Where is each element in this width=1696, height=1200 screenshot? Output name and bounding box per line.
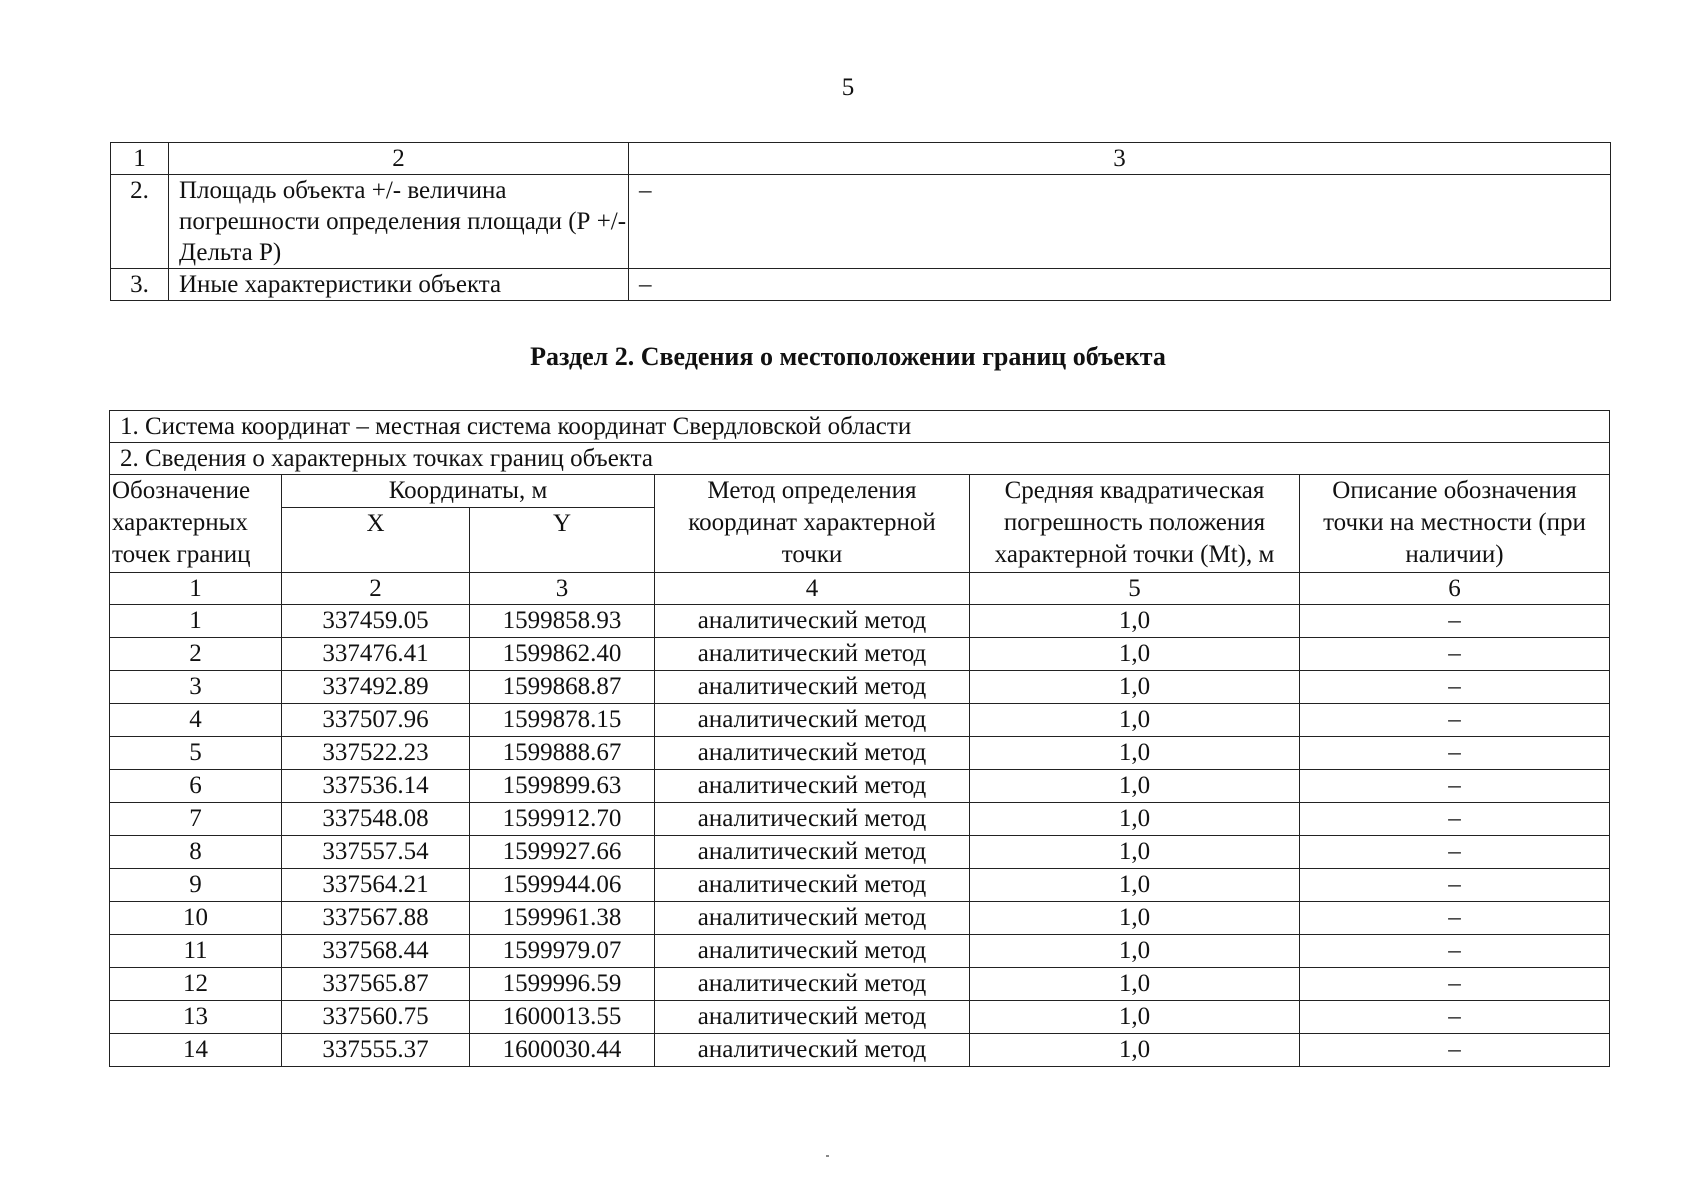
- coordinate-x: 337459.05: [282, 605, 470, 638]
- header-description: Описание обозначения точки на местности (при наличии): [1300, 475, 1610, 573]
- point-description: –: [1300, 1001, 1610, 1034]
- coordinate-x: 337555.37: [282, 1034, 470, 1067]
- table-row: [110, 770, 1610, 803]
- method: аналитический метод: [655, 902, 970, 935]
- table-row: [111, 269, 1611, 301]
- coordinate-y: 1599858.93: [470, 605, 655, 638]
- table-row: [111, 175, 1611, 269]
- coordinate-system-row: [110, 411, 1610, 443]
- points-info-text: 2. Сведения о характерных точках границ объекта: [110, 443, 1610, 475]
- point-description: –: [1300, 935, 1610, 968]
- column-number: 1: [111, 143, 169, 175]
- row-value: –: [629, 269, 1611, 301]
- coordinate-x: 337564.21: [282, 869, 470, 902]
- method: аналитический метод: [655, 638, 970, 671]
- point-number: 6: [110, 770, 282, 803]
- coordinate-x: 337522.23: [282, 737, 470, 770]
- row-label: Иные характеристики объекта: [169, 269, 629, 301]
- coordinate-y: 1599996.59: [470, 968, 655, 1001]
- point-description: –: [1300, 770, 1610, 803]
- table-row: [110, 1001, 1610, 1034]
- column-number: 5: [970, 573, 1300, 605]
- header-y: Y: [470, 508, 655, 573]
- point-number: 5: [110, 737, 282, 770]
- point-number: 7: [110, 803, 282, 836]
- coordinate-x: 337507.96: [282, 704, 470, 737]
- point-number: 14: [110, 1034, 282, 1067]
- coordinate-x: 337568.44: [282, 935, 470, 968]
- table-row: [110, 638, 1610, 671]
- header-error: Средняя квадратическая погрешность положения характерной точки (Mt), м: [970, 475, 1300, 573]
- mean-square-error: 1,0: [970, 704, 1300, 737]
- object-characteristics-table: [110, 142, 1611, 301]
- column-number: 4: [655, 573, 970, 605]
- column-number: 3: [629, 143, 1611, 175]
- coordinate-y: 1599944.06: [470, 869, 655, 902]
- coordinate-y: 1599912.70: [470, 803, 655, 836]
- coordinate-y: 1599979.07: [470, 935, 655, 968]
- point-number: 3: [110, 671, 282, 704]
- table-row: [110, 836, 1610, 869]
- point-description: –: [1300, 869, 1610, 902]
- mean-square-error: 1,0: [970, 968, 1300, 1001]
- method: аналитический метод: [655, 836, 970, 869]
- header-row: [110, 475, 1610, 508]
- mean-square-error: 1,0: [970, 803, 1300, 836]
- point-description: –: [1300, 638, 1610, 671]
- method: аналитический метод: [655, 671, 970, 704]
- point-number: 4: [110, 704, 282, 737]
- column-number-row: [110, 573, 1610, 605]
- method: аналитический метод: [655, 935, 970, 968]
- coordinate-y: 1599868.87: [470, 671, 655, 704]
- column-number: 1: [110, 573, 282, 605]
- mean-square-error: 1,0: [970, 671, 1300, 704]
- table-row: [110, 671, 1610, 704]
- points-info-row: [110, 443, 1610, 475]
- table-row: [110, 902, 1610, 935]
- point-number: 8: [110, 836, 282, 869]
- mean-square-error: 1,0: [970, 605, 1300, 638]
- method: аналитический метод: [655, 1034, 970, 1067]
- mean-square-error: 1,0: [970, 935, 1300, 968]
- coordinate-y: 1600013.55: [470, 1001, 655, 1034]
- mean-square-error: 1,0: [970, 1001, 1300, 1034]
- table-row: [110, 605, 1610, 638]
- method: аналитический метод: [655, 1001, 970, 1034]
- point-number: 9: [110, 869, 282, 902]
- point-description: –: [1300, 605, 1610, 638]
- coordinate-x: 337536.14: [282, 770, 470, 803]
- coordinate-y: 1600030.44: [470, 1034, 655, 1067]
- coordinate-x: 337476.41: [282, 638, 470, 671]
- column-number-row: [111, 143, 1611, 175]
- column-number: 2: [169, 143, 629, 175]
- header-x: X: [282, 508, 470, 573]
- coordinate-x: 337548.08: [282, 803, 470, 836]
- coordinate-y: 1599899.63: [470, 770, 655, 803]
- row-number: 2.: [111, 175, 169, 269]
- column-number: 2: [282, 573, 470, 605]
- point-number: 13: [110, 1001, 282, 1034]
- page-number: 5: [841, 74, 855, 101]
- coordinate-x: 337567.88: [282, 902, 470, 935]
- point-description: –: [1300, 704, 1610, 737]
- mean-square-error: 1,0: [970, 770, 1300, 803]
- row-number: 3.: [111, 269, 169, 301]
- table-row: [110, 968, 1610, 1001]
- point-number: 2: [110, 638, 282, 671]
- point-number: 11: [110, 935, 282, 968]
- table-row: [110, 1034, 1610, 1067]
- mean-square-error: 1,0: [970, 737, 1300, 770]
- method: аналитический метод: [655, 737, 970, 770]
- table-row: [110, 869, 1610, 902]
- scan-dot: [826, 1155, 829, 1157]
- mean-square-error: 1,0: [970, 902, 1300, 935]
- coordinate-y: 1599888.67: [470, 737, 655, 770]
- method: аналитический метод: [655, 968, 970, 1001]
- coordinate-x: 337560.75: [282, 1001, 470, 1034]
- point-description: –: [1300, 737, 1610, 770]
- boundary-points-table: [109, 410, 1610, 1067]
- method: аналитический метод: [655, 803, 970, 836]
- coordinate-y: 1599878.15: [470, 704, 655, 737]
- table-row: [110, 935, 1610, 968]
- coordinate-x: 337492.89: [282, 671, 470, 704]
- coordinate-y: 1599927.66: [470, 836, 655, 869]
- point-description: –: [1300, 671, 1610, 704]
- coordinate-y: 1599862.40: [470, 638, 655, 671]
- point-description: –: [1300, 836, 1610, 869]
- header-method: Метод определения координат характерной точки: [655, 475, 970, 573]
- mean-square-error: 1,0: [970, 638, 1300, 671]
- table-row: [110, 704, 1610, 737]
- method: аналитический метод: [655, 869, 970, 902]
- table-row: [110, 737, 1610, 770]
- column-number: 3: [470, 573, 655, 605]
- mean-square-error: 1,0: [970, 836, 1300, 869]
- method: аналитический метод: [655, 770, 970, 803]
- point-description: –: [1300, 803, 1610, 836]
- point-description: –: [1300, 1034, 1610, 1067]
- point-description: –: [1300, 902, 1610, 935]
- mean-square-error: 1,0: [970, 1034, 1300, 1067]
- mean-square-error: 1,0: [970, 869, 1300, 902]
- point-number: 12: [110, 968, 282, 1001]
- point-number: 10: [110, 902, 282, 935]
- column-number: 6: [1300, 573, 1610, 605]
- point-number: 1: [110, 605, 282, 638]
- coordinate-y: 1599961.38: [470, 902, 655, 935]
- coordinate-x: 337565.87: [282, 968, 470, 1001]
- point-description: –: [1300, 968, 1610, 1001]
- method: аналитический метод: [655, 605, 970, 638]
- section-title: Раздел 2. Сведения о местоположении границ объекта: [530, 342, 1166, 371]
- table-row: [110, 803, 1610, 836]
- coordinate-system-text: 1. Система координат – местная система координат Свердловской области: [110, 411, 1610, 443]
- coordinate-x: 337557.54: [282, 836, 470, 869]
- method: аналитический метод: [655, 704, 970, 737]
- row-label: Площадь объекта +/- величина погрешности определения площади (Р +/- Дельта Р): [169, 175, 629, 269]
- row-value: –: [629, 175, 1611, 269]
- header-designation: Обозначение характерных точек границ: [110, 475, 282, 573]
- header-coordinates: Координаты, м: [282, 475, 655, 508]
